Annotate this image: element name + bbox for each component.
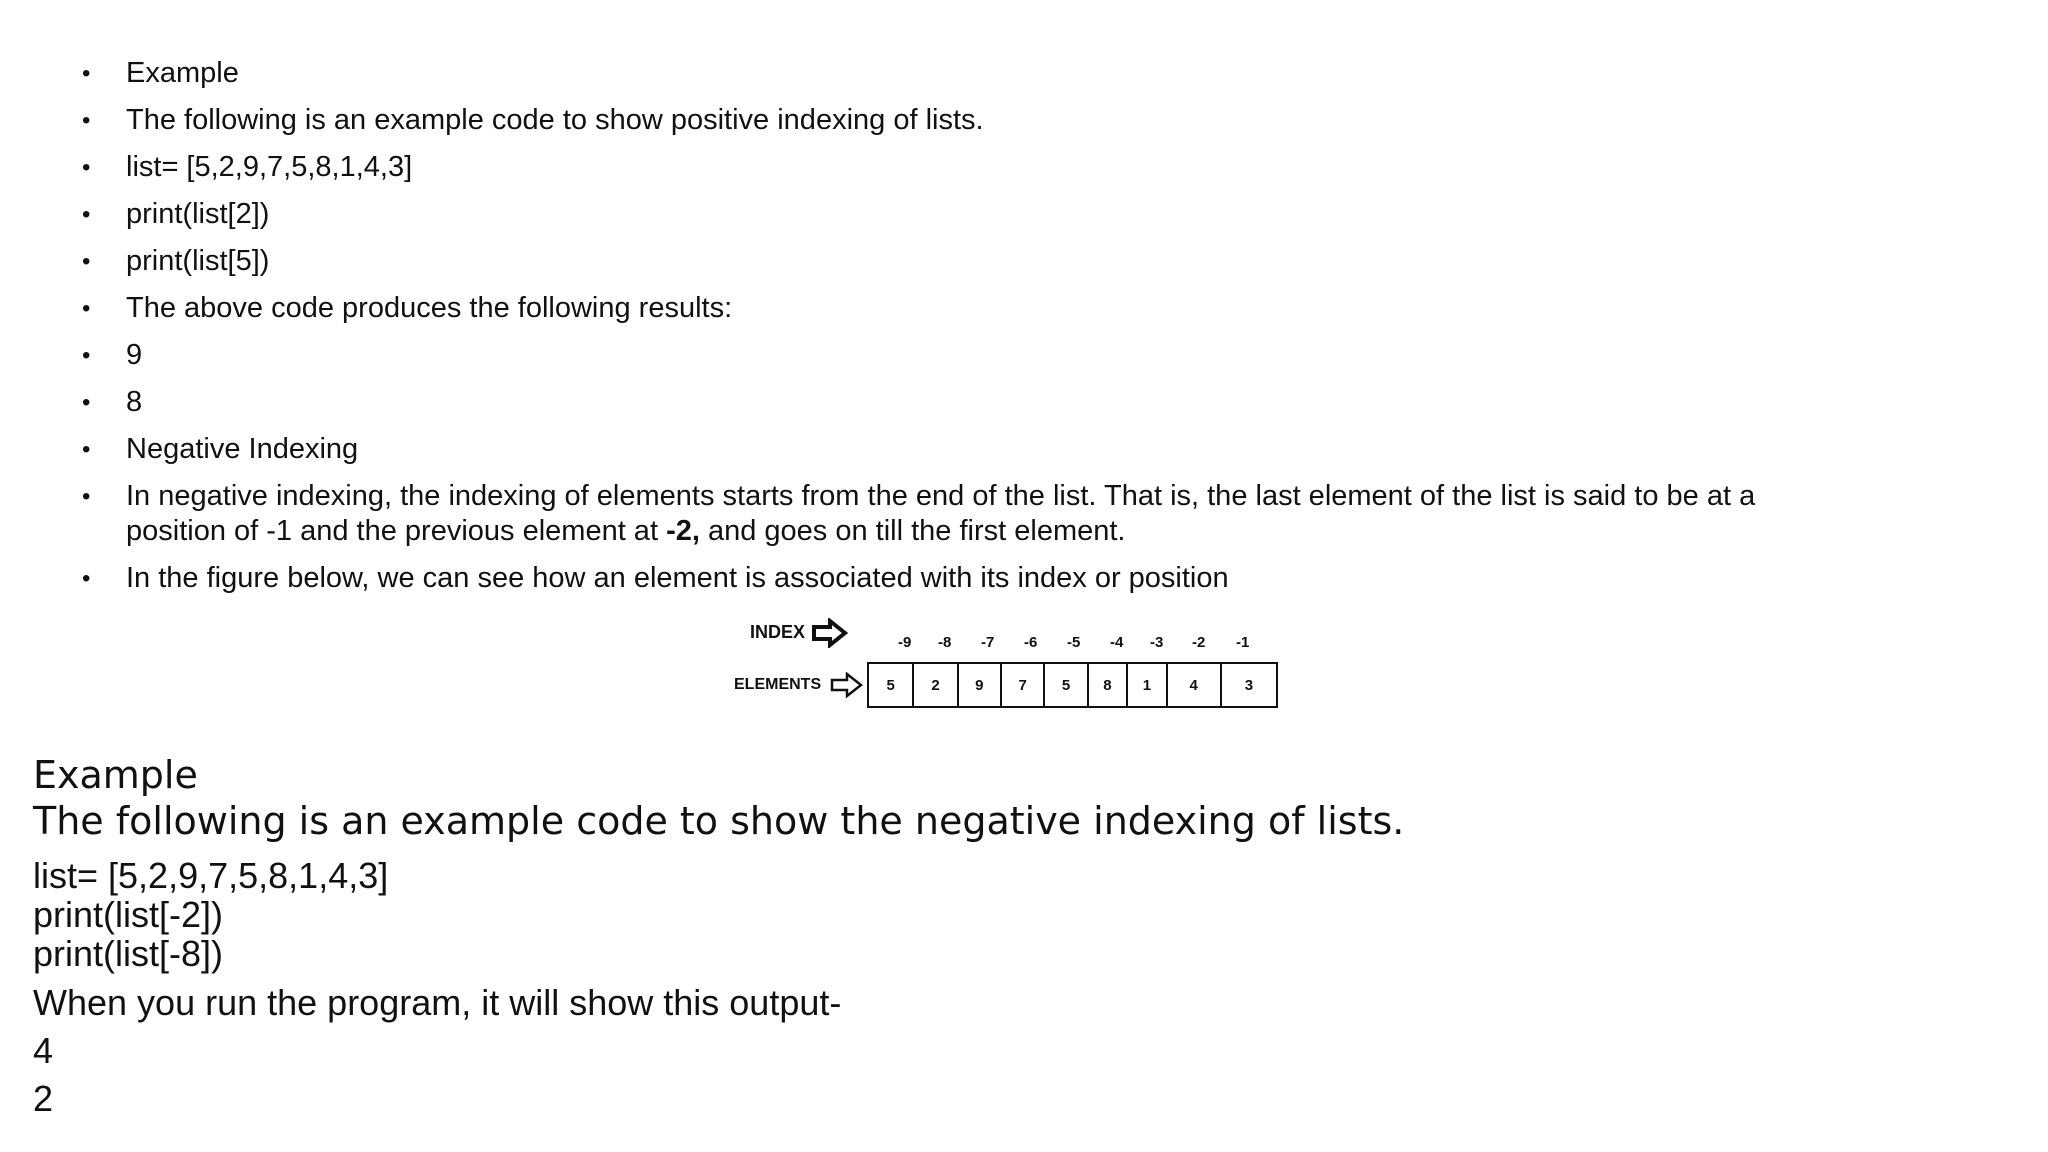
example-heading: Example <box>33 753 198 797</box>
code-line: print(list[-8]) <box>33 933 224 974</box>
bullet-text: 8 <box>126 386 143 418</box>
bullet-item <box>70 103 1830 138</box>
element-cell: 1 <box>1128 664 1167 706</box>
bullet-text: 9 <box>126 339 143 371</box>
bullet-text-part: In negative indexing, the indexing of elements starts from the end of the list. That is, the last element of the list is said to be at a position of -1 and the previous element at <box>126 480 1756 547</box>
element-cell: 5 <box>869 664 914 706</box>
bullet-marker: • <box>82 389 91 416</box>
bullet-text <box>126 479 1826 549</box>
bullet-marker: • <box>82 107 91 134</box>
bullet-item <box>70 244 1830 279</box>
example-intro: The following is an example code to show the negative indexing of lists. <box>33 799 1405 843</box>
bullet-text: print(list[2]) <box>126 198 270 230</box>
bullet-marker: • <box>82 60 91 87</box>
bullet-text: Negative Indexing <box>126 433 359 465</box>
bullet-text: print(list[5]) <box>126 245 270 277</box>
bullet-text: In the figure below, we can see how an element is associated with its index or position <box>126 562 1229 594</box>
bullet-marker: • <box>82 295 91 322</box>
bullet-marker: • <box>82 436 91 463</box>
element-cell: 3 <box>1244 676 1254 694</box>
bullet-item <box>70 479 1830 549</box>
bullet-marker: • <box>82 201 91 228</box>
bullet-item <box>70 150 1830 185</box>
element-cell: 7 <box>1002 664 1045 706</box>
bullet-item <box>70 291 1830 326</box>
element-cell: 5 <box>1045 664 1088 706</box>
bullet-item <box>70 197 1830 232</box>
code-line: list= [5,2,9,7,5,8,1,4,3] <box>33 855 389 896</box>
index-row <box>870 634 1290 654</box>
bullet-text: The following is an example code to show positive indexing of lists. <box>126 104 984 136</box>
index-label: INDEX <box>750 622 806 642</box>
bullet-list <box>70 56 1830 608</box>
element-cell: 8 <box>1089 664 1128 706</box>
bullet-item <box>70 385 1830 420</box>
right-arrow-icon <box>812 618 848 648</box>
index-value: -1 <box>1236 634 1250 651</box>
right-arrow-icon <box>830 672 864 698</box>
index-value: -7 <box>981 634 995 651</box>
run-text: When you run the program, it will show this output- <box>33 982 842 1023</box>
elements-row <box>867 662 1278 708</box>
bullet-item <box>70 561 1830 596</box>
index-value: -4 <box>1110 634 1124 651</box>
bullet-item <box>70 338 1830 373</box>
element-cell: 2 <box>914 664 958 706</box>
bullet-item <box>70 432 1830 467</box>
bullet-marker: • <box>82 342 91 369</box>
index-value: -6 <box>1024 634 1038 651</box>
index-value: -2 <box>1192 634 1206 651</box>
bullet-marker: • <box>82 248 91 275</box>
bullet-marker: • <box>82 483 91 510</box>
index-value: -9 <box>898 634 912 651</box>
bullet-text: Example <box>126 57 239 89</box>
bullet-marker: • <box>82 154 91 181</box>
code-line: print(list[-2]) <box>33 894 224 935</box>
negative-indexing-example <box>33 752 1933 1123</box>
bullet-marker: • <box>82 565 91 592</box>
index-value: -5 <box>1067 634 1081 651</box>
output-value: 2 <box>33 1078 54 1119</box>
bullet-text-bold: -2, <box>666 515 700 547</box>
elements-label: ELEMENTS <box>734 676 822 693</box>
bullet-text-part: and goes on till the first element. <box>699 515 1126 547</box>
list-index-figure <box>720 614 1290 724</box>
output-value: 4 <box>33 1030 54 1071</box>
element-cell: 4 <box>1168 664 1222 706</box>
bullet-item <box>70 56 1830 91</box>
index-value: -8 <box>938 634 952 651</box>
bullet-text: The above code produces the following results: <box>126 292 733 324</box>
bullet-text: list= [5,2,9,7,5,8,1,4,3] <box>126 151 413 183</box>
index-value: -3 <box>1150 634 1164 651</box>
element-cell: 9 <box>959 664 1002 706</box>
